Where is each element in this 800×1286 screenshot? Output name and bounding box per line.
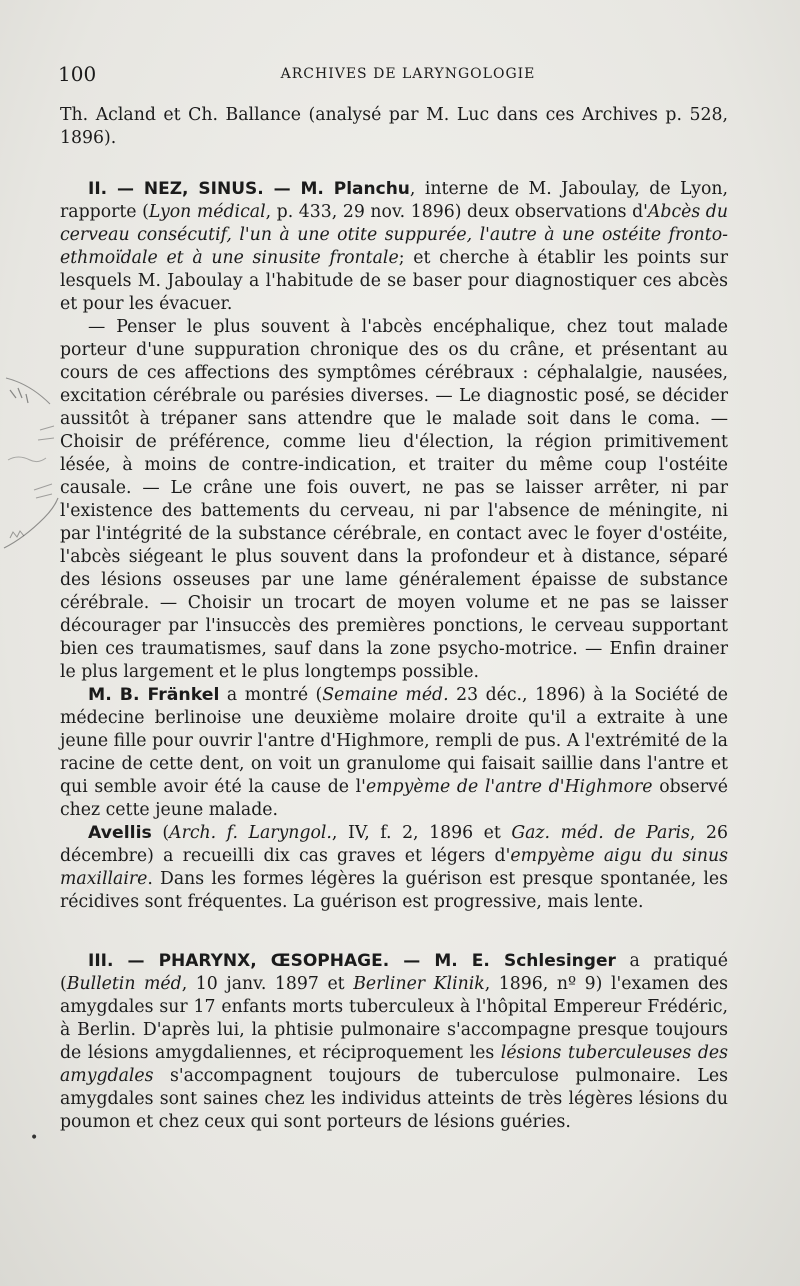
section-nez-sinus bbox=[60, 178, 728, 316]
text-run: III. — PHARYNX, ŒSOPHAGE. — bbox=[88, 951, 435, 971]
text-run: empyème aigu du sinus maxillaire bbox=[60, 846, 728, 889]
text-run: M. E. Schlesinger bbox=[434, 951, 616, 971]
text-run: lésions tuberculeuses des amygdales bbox=[60, 1043, 728, 1086]
text-run: Semaine méd. bbox=[322, 685, 449, 705]
running-header bbox=[58, 62, 758, 92]
text-run: , p. 433, 29 nov. 1896) deux observations d' bbox=[265, 202, 648, 222]
article-body bbox=[60, 104, 728, 1134]
text-run: , 10 janv. 1897 et bbox=[181, 974, 354, 994]
text-run: , interne de M. Jaboulay, de Lyon, rapporte ( bbox=[60, 179, 729, 222]
text-run: a pratiqué ( bbox=[60, 951, 728, 994]
text-run: observé chez cette jeune malade. bbox=[60, 777, 729, 820]
page-number: 100 bbox=[58, 62, 97, 86]
text-run: ; et cherche à établir les points sur lesquels M. Jaboulay a l'habitude de se baser pour diagnostiquer ces abcès et pour les évacuer. bbox=[60, 248, 728, 314]
text-run: Abcès du cerveau consécutif, l'un à une otite suppurée, l'autre à une ostéite fronto-ethmoïdale et à une sinusite frontale bbox=[60, 202, 728, 268]
paragraph-continuation bbox=[60, 104, 728, 150]
paragraph-recommendations bbox=[60, 316, 728, 684]
text-run: ( bbox=[151, 823, 170, 843]
text-run: II. — NEZ, SINUS. — bbox=[88, 179, 301, 199]
margin-annotation-mark bbox=[0, 360, 62, 580]
text-run: , 1896, nº 9) l'examen des amygdales sur 17 enfants morts tuberculeux à l'hôpital Empereur Frédéric, à Berlin. D'après lui, la phtisie pulmonaire s'accompagne presque toujours de lésions amygdaliennes, et réciproquement les bbox=[60, 974, 728, 1063]
text-run: a montré ( bbox=[219, 685, 323, 705]
text-run: Bulletin méd bbox=[66, 974, 182, 994]
paragraph-avellis bbox=[60, 822, 728, 914]
text-run: Lyon médical bbox=[148, 202, 266, 222]
text-run: Gaz. méd. de Paris bbox=[511, 823, 690, 843]
text-run: s'accompagnent toujours de tuberculose pulmonaire. Les amygdales sont saines chez les individus atteints de très légères lésions du poumon et chez ceux qui sont porteurs de lésions guéries. bbox=[60, 1066, 728, 1132]
text-run: 23 déc., 1896) à la Société de médecine berlinoise une deuxième molaire droite qu'il a extraite à une jeune fille pour ouvrir l'antre d'Highmore, rempli de pus. A l'extrémité de la racine de cette dent, on voit un granulome qui faisait saillie dans l'antre et qui semble avoir été la cause de l' bbox=[60, 685, 729, 797]
text-run: M. Planchu bbox=[300, 179, 410, 199]
margin-dot: • bbox=[30, 1130, 39, 1146]
text-run: . Dans les formes légères la guérison est presque spontanée, les récidives sont fréquentes. La guérison est progressive, mais lente. bbox=[60, 869, 728, 912]
text-run: Avellis bbox=[88, 823, 152, 843]
text-run: Arch. f. Laryngol. bbox=[169, 823, 332, 843]
paragraph-frankel bbox=[60, 684, 728, 822]
text-run: Berliner Klinik bbox=[353, 974, 485, 994]
text-run: , 26 décembre) a recueilli dix cas graves et légers d' bbox=[60, 823, 728, 866]
text-run: , IV, f. 2, 1896 et bbox=[331, 823, 512, 843]
text-run: empyème de l'antre d'Highmore bbox=[365, 777, 653, 797]
section-pharynx-oesophage bbox=[60, 950, 728, 1134]
text-run: Th. Acland et Ch. Ballance (analysé par M. Luc dans ces Archives p. 528, 1896). bbox=[60, 105, 728, 148]
text-run: — Penser le plus souvent à l'abcès encéphalique, chez tout malade porteur d'une suppuration chronique des os du crâne, et présentant au cours de ces affections des symptômes cérébraux : céphalalgie, nausées, excitation cérébrale ou parésies diverses. — Le diagnostic posé, se décider aussitôt à trépaner sans attendre que le malade soit dans le coma. — Choisir de préférence, comme lieu d'élection, la région primitivement lésée, à moins de contre-indication, et traiter du même coup l'ostéite causale. — Le crâne une fois ouvert, ne pas se laisser arrêter, ni par l'existence des battements du cerveau, ni par l'absence de méningite, ni par l'intégrité de la substance cérébrale, en contact avec le foyer d'ostéite, l'abcès siégeant le plus souvent dans la profondeur et à distance, séparé des lésions osseuses par une lame généralement épaisse de substance cérébrale. — Choisir un trocart de moyen volume et ne pas se laisser décourager par l'insuccès des premières ponctions, le cerveau supportant bien ces traumatismes, sauf dans la zone psycho-motrice. — Enfin drainer le plus largement et le plus longtemps possible. bbox=[60, 317, 728, 682]
text-run: M. B. Fränkel bbox=[88, 685, 220, 705]
running-title: ARCHIVES DE LARYNGOLOGIE bbox=[280, 66, 536, 82]
